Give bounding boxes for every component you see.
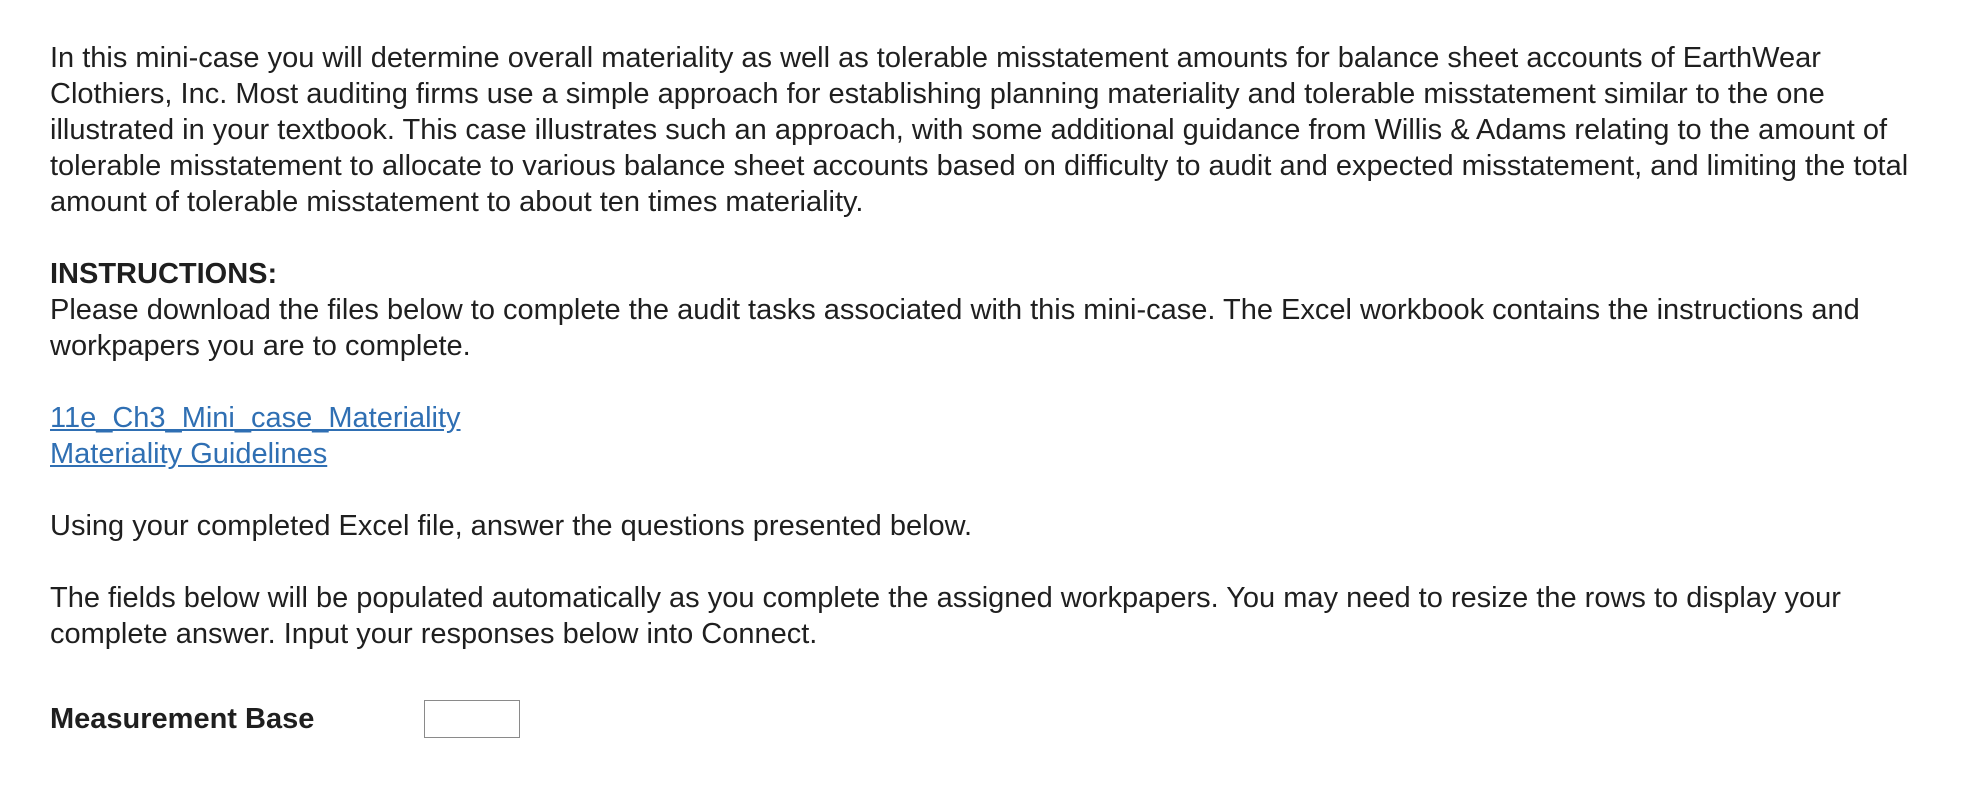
instructions-heading: INSTRUCTIONS: (50, 258, 278, 290)
measurement-base-input[interactable] (424, 700, 520, 738)
spacer (50, 364, 1940, 400)
instructions-paragraph: Please download the files below to complete the audit tasks associated with this mini-case. The Excel workbook contains the instructions and workpapers you are to complete. (50, 294, 1860, 362)
download-links (50, 400, 1940, 472)
workbook-download-link[interactable]: 11e_Ch3_Mini_case_Materiality (50, 402, 461, 434)
autopopulate-note: The fields below will be populated automatically as you complete the assigned workpapers. You may need to resize the rows to display your complete answer. Input your responses below into Connect. (50, 582, 1841, 650)
guidelines-download-link[interactable]: Materiality Guidelines (50, 438, 328, 470)
intro-paragraph: In this mini-case you will determine overall materiality as well as tolerable misstatement amounts for balance sheet accounts of EarthWear Clothiers, Inc. Most auditing firms use a simple approach for establishing planning materiality and tolerable misstatement similar to the one illustrated in your textbook. This case illustrates such an approach, with some additional guidance from Willis & Adams relating to the amount of tolerable misstatement to allocate to various balance sheet accounts based on difficulty to audit and expected misstatement, and limiting the total amount of tolerable misstatement to about ten times materiality. (50, 42, 1909, 218)
mini-case-content (50, 40, 1940, 652)
measurement-base-label: Measurement Base (50, 702, 315, 735)
spacer (50, 544, 1940, 580)
questions-prompt: Using your completed Excel file, answer the questions presented below. (50, 510, 973, 542)
spacer (50, 472, 1940, 508)
measurement-base-row (50, 696, 520, 742)
spacer (50, 220, 1940, 256)
